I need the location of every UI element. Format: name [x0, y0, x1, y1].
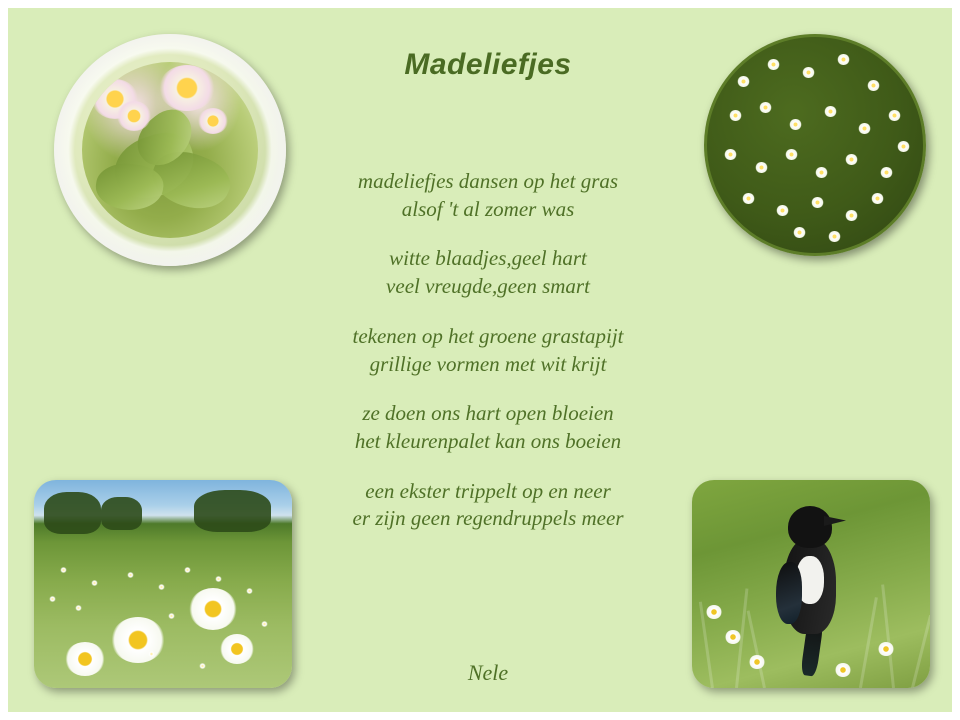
poem-line: er zijn geen regendruppels meer: [352, 506, 624, 531]
daisy-bloom: [789, 119, 802, 130]
magpie-wing: [776, 562, 802, 624]
daisy-bloom: [867, 80, 880, 91]
daisy-bloom: [189, 588, 237, 630]
daisy-bloom: [878, 642, 894, 656]
author-signature: Nele: [467, 660, 509, 685]
poem-stanza: [238, 323, 738, 378]
grass-blade: [859, 598, 878, 688]
daisy-bloom: [49, 596, 56, 602]
daisy-bloom: [65, 642, 105, 676]
poem-line: een ekster trippelt op en neer: [365, 478, 611, 503]
daisy-bloom: [729, 110, 742, 121]
daisy-bloom: [158, 584, 165, 590]
daisy-bloom: [824, 106, 837, 117]
daisy-bloom: [845, 210, 858, 221]
daisy-bloom: [148, 651, 155, 657]
daisy-bloom: [785, 149, 798, 160]
daisy-bloom: [706, 605, 722, 619]
grass-blade: [911, 615, 930, 688]
daisy-bloom: [127, 572, 134, 578]
daisy-bloom: [837, 54, 850, 65]
poem-line: het kleurenpalet kan ons boeien: [354, 429, 622, 454]
daisy-bloom: [749, 655, 765, 669]
daisy-bloom: [828, 231, 841, 242]
daisy-bloom: [215, 576, 222, 582]
plate-inner-artwork: [82, 62, 258, 238]
grass-blade: [881, 584, 895, 688]
daisy-bloom: [199, 663, 206, 669]
daisy-bloom: [111, 617, 165, 663]
daisy-bloom: [759, 102, 772, 113]
daisy-bloom: [198, 108, 228, 134]
daisy-bloom: [261, 621, 268, 627]
grass-blade: [747, 610, 766, 688]
poem-line: ze doen ons hart open bloeien: [362, 401, 614, 426]
daisy-bloom: [75, 605, 82, 611]
poem-line: alsof 't al zomer was: [401, 196, 575, 221]
daisy-bloom: [880, 167, 893, 178]
daisy-meadow-round-photo: [704, 34, 926, 256]
daisy-bloom: [871, 193, 884, 204]
poem-line: grillige vormen met wit krijt: [369, 351, 607, 376]
magpie-head: [788, 506, 832, 548]
daisy-plate-photo: [54, 34, 286, 266]
daisy-bloom: [815, 167, 828, 178]
daisy-bloom: [184, 567, 191, 573]
daisy-bloom: [767, 59, 780, 70]
daisy-bloom: [776, 205, 789, 216]
daisy-bloom: [897, 141, 910, 152]
daisy-bloom: [802, 67, 815, 78]
daisy-bloom: [159, 65, 215, 111]
tree-shape: [101, 497, 142, 530]
daisy-bloom: [246, 588, 253, 594]
daisy-bloom: [793, 227, 806, 238]
page-title: Madeliefjes: [404, 48, 572, 81]
poem-stanza: [238, 400, 738, 455]
daisy-bloom: [811, 197, 824, 208]
daisy-bloom: [742, 193, 755, 204]
daisy-bloom: [858, 123, 871, 134]
daisy-bloom: [91, 580, 98, 586]
tree-shape: [194, 490, 271, 532]
daisy-bloom: [168, 613, 175, 619]
daisy-bloom: [724, 149, 737, 160]
tree-shape: [44, 492, 101, 534]
daisy-bloom: [845, 154, 858, 165]
daisy-bloom: [220, 634, 254, 664]
poem-stanza: [238, 478, 738, 533]
daisy-bloom: [835, 663, 851, 677]
daisy-bloom: [888, 110, 901, 121]
poem-line: witte blaadjes,geel hart: [389, 246, 587, 271]
magpie-beak: [824, 516, 846, 526]
poem-stanza: [238, 245, 738, 300]
poem-text: [238, 168, 738, 555]
poem-stanza: [238, 168, 738, 223]
daisy-bloom: [60, 567, 67, 573]
daisy-bloom: [117, 101, 151, 131]
poem-line: tekenen op het groene grastapijt: [352, 323, 624, 348]
daisy-bloom: [737, 76, 750, 87]
magpie-photo: [692, 480, 930, 688]
daisy-field-photo: [34, 480, 292, 688]
poem-line: madeliefjes dansen op het gras: [357, 169, 619, 193]
daisy-bloom: [725, 630, 741, 644]
daisy-bloom: [755, 162, 768, 173]
poem-line: veel vreugde,geen smart: [386, 274, 590, 299]
